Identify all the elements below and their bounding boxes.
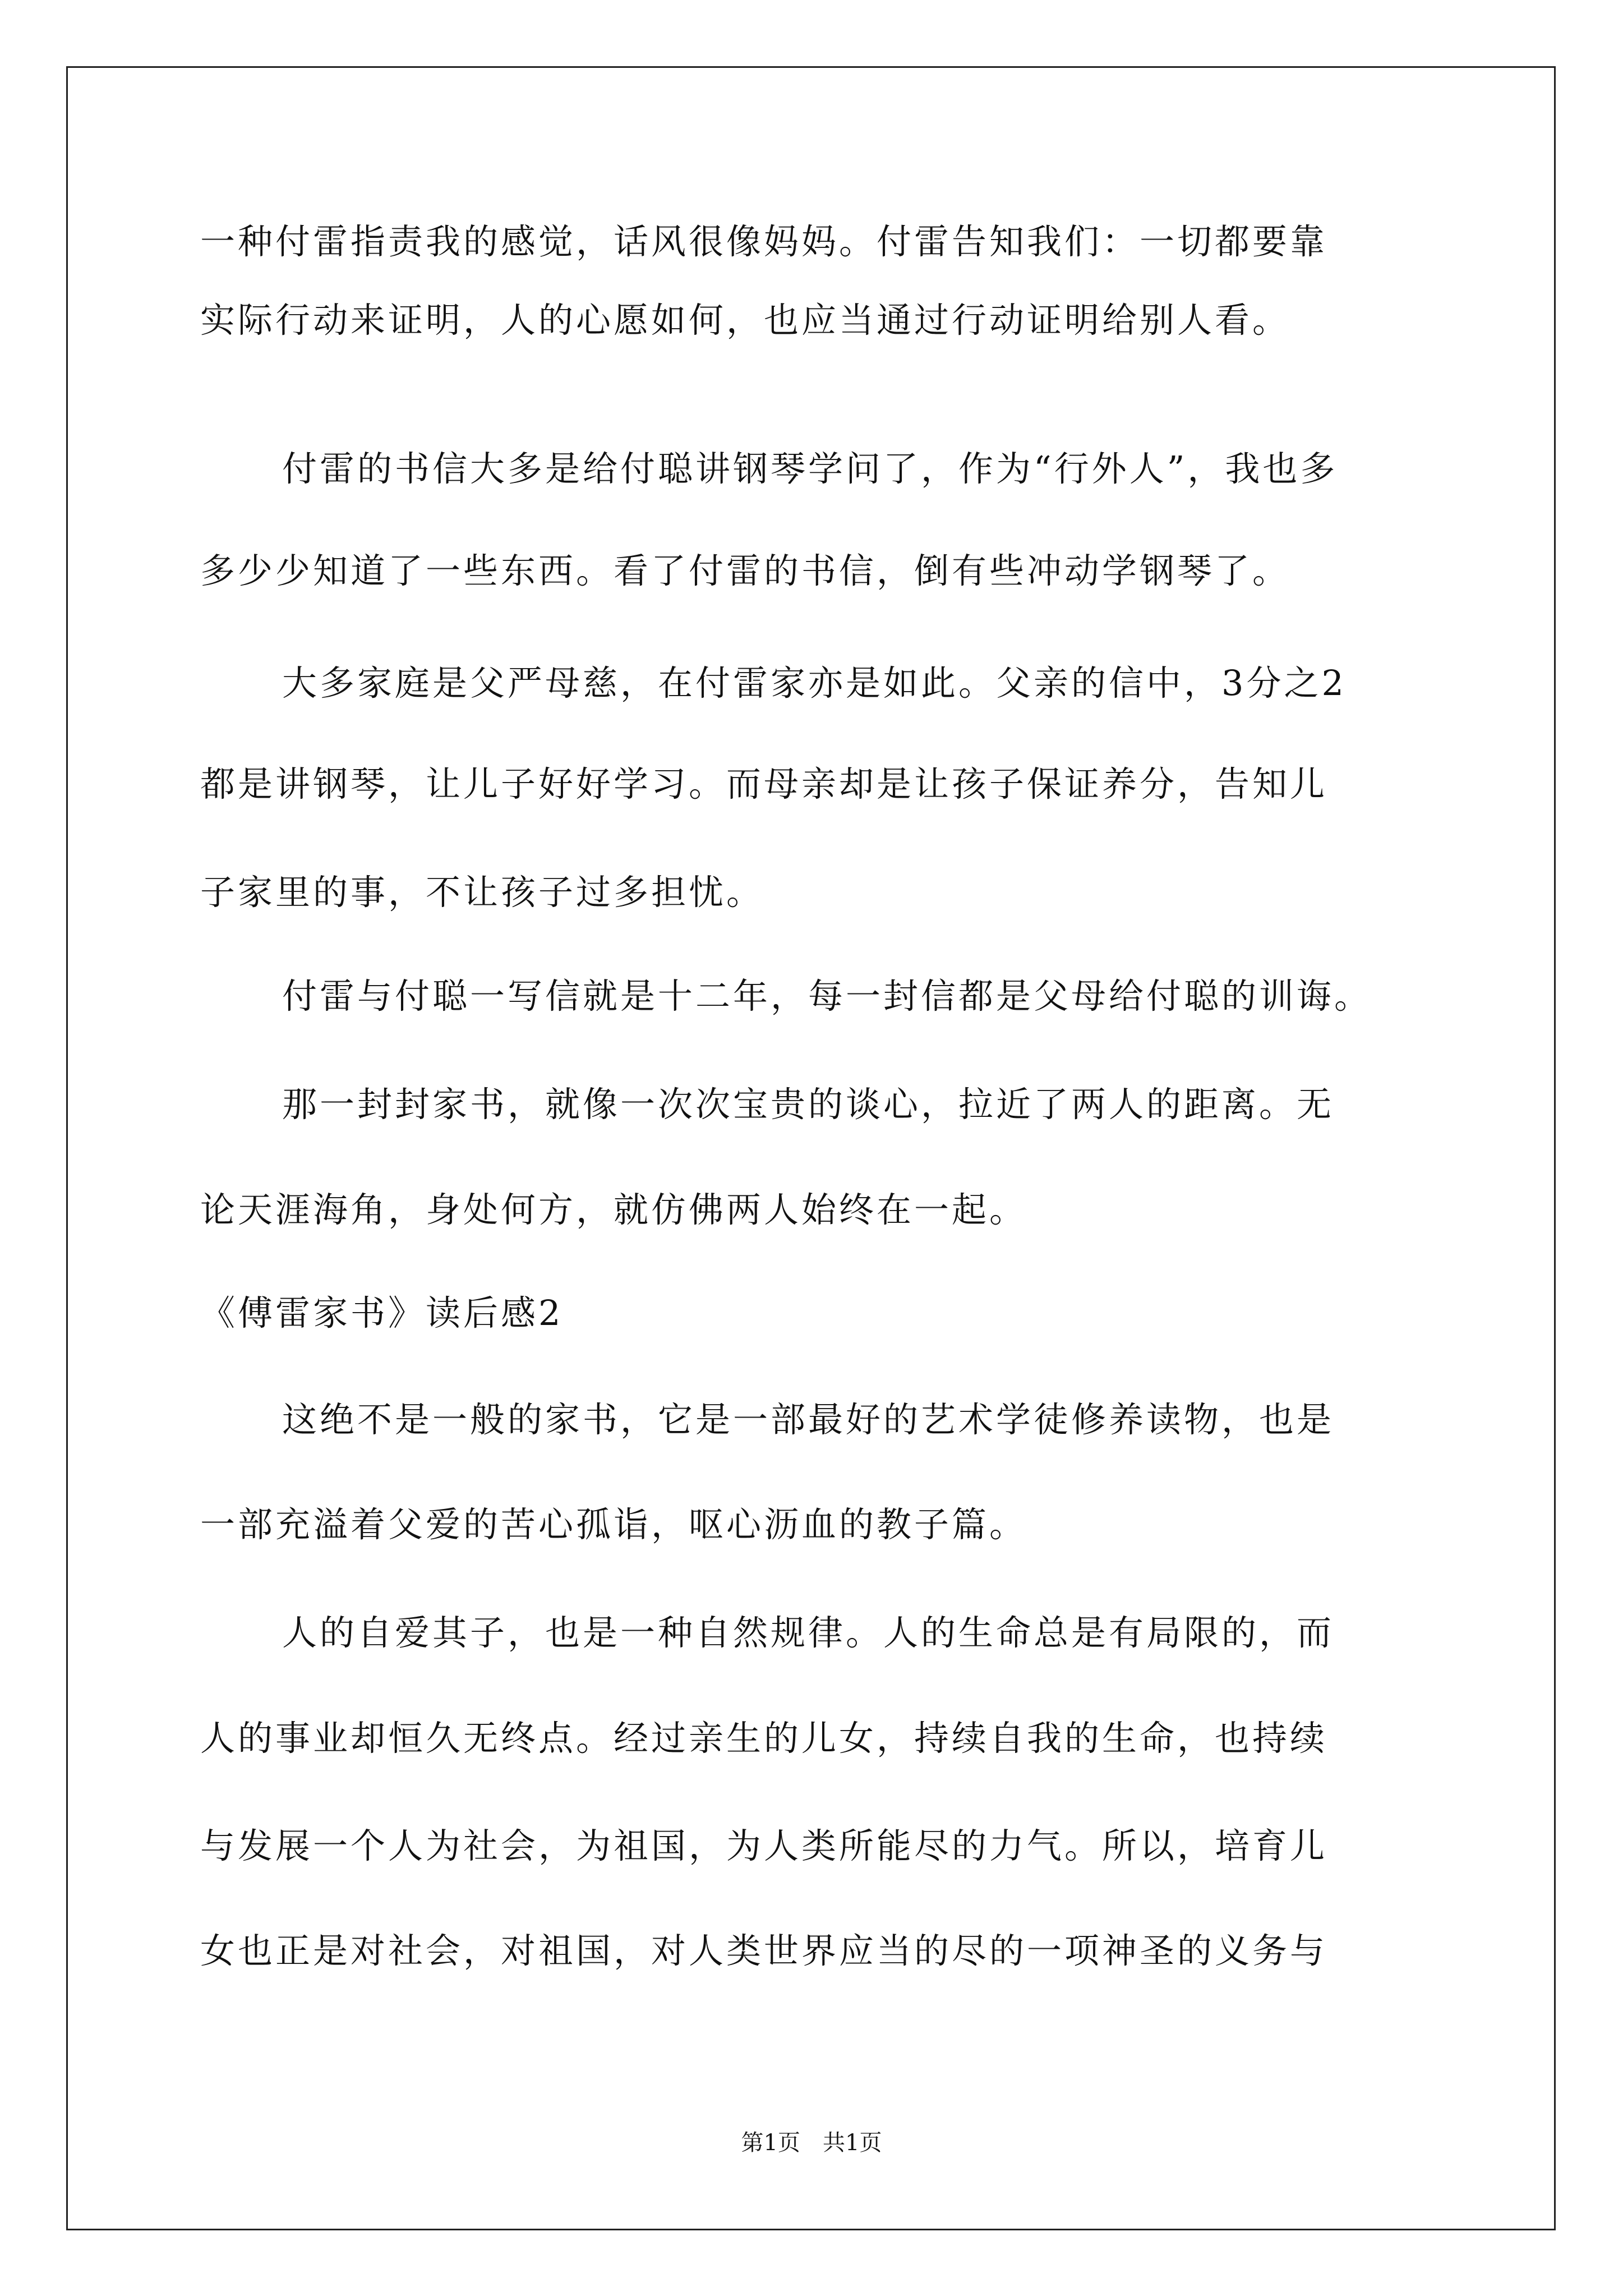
text-line: 都是讲钢琴，让儿子好好学习。而母亲却是让孩子保证养分，告知儿	[200, 763, 1328, 804]
text-line: 大多家庭是父严母慈，在付雷家亦是如此。父亲的信中，3分之2	[282, 662, 1347, 703]
text-line: 这绝不是一般的家书，它是一部最好的艺术学徒修养读物，也是	[282, 1399, 1335, 1440]
text-line: 付雷的书信大多是给付聪讲钢琴学问了，作为“行外人”，我也多	[282, 448, 1338, 489]
text-line: 一种付雷指责我的感觉，话风很像妈妈。付雷告知我们：一切都要靠	[200, 221, 1328, 262]
page-border	[66, 66, 1556, 2230]
text-line: 子家里的事，不让孩子过多担忧。	[200, 872, 764, 913]
page-footer	[0, 2132, 1623, 2154]
text-line: 那一封封家书，就像一次次宝贵的谈心，拉近了两人的距离。无	[282, 1084, 1335, 1125]
text-line: 多少少知道了一些东西。看了付雷的书信，倒有些冲动学钢琴了。	[200, 550, 1290, 591]
page-number: 第1页	[741, 2130, 800, 2156]
text-line: 与发展一个人为社会，为祖国，为人类所能尽的力气。所以，培育儿	[200, 1825, 1328, 1866]
text-line: 人的事业却恒久无终点。经过亲生的儿女，持续自我的生命，也持续	[200, 1718, 1328, 1759]
text-line: 一部充溢着父爱的苦心孤诣，呕心沥血的教子篇。	[200, 1504, 1027, 1545]
page-total: 共1页	[823, 2130, 882, 2156]
section-heading: 《傅雷家书》读后感2	[200, 1292, 564, 1333]
text-line: 女也正是对社会，对祖国，对人类世界应当的尽的一项神圣的义务与	[200, 1930, 1328, 1971]
text-line: 实际行动来证明，人的心愿如何，也应当通过行动证明给别人看。	[200, 300, 1290, 341]
text-line: 付雷与付聪一写信就是十二年，每一封信都是父母给付聪的训诲。	[282, 976, 1372, 1016]
text-line: 人的自爱其子，也是一种自然规律。人的生命总是有局限的，而	[282, 1612, 1335, 1653]
text-line: 论天涯海角，身处何方，就仿佛两人始终在一起。	[200, 1189, 1027, 1230]
